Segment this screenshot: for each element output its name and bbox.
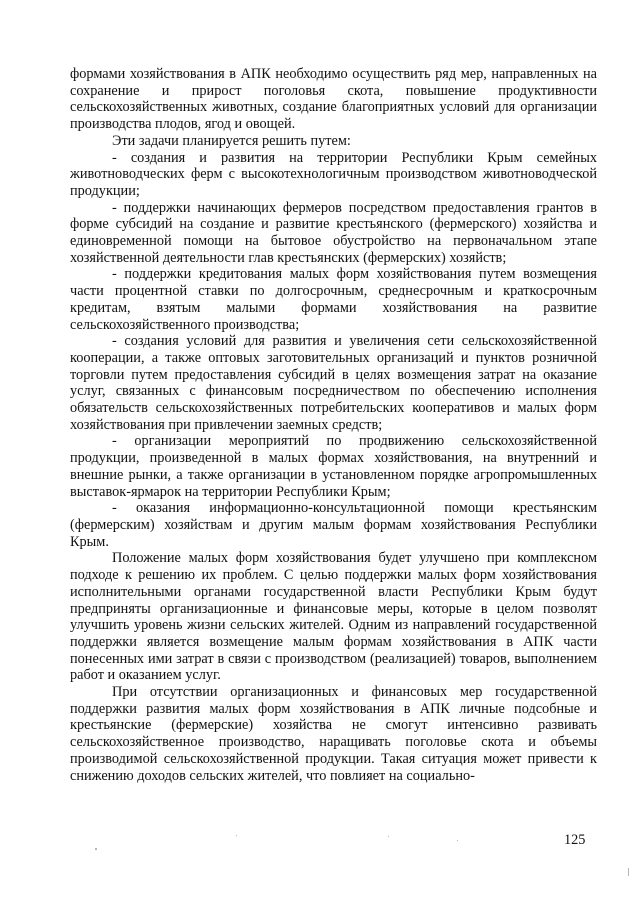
list-item-grants: - поддержки начинающих фермеров посредством предоставления грантов в форме субсидий на создание и развитие крестьянского (фермерского) хозяйства и единовременной помощи на бытовое обустройство на первоначальном этапе хозяйственной деятельности глав крестьянских (фермерских) хозяйств; bbox=[70, 199, 597, 266]
scan-artifact bbox=[628, 868, 629, 876]
paragraph-absence: При отсутствии организационных и финансовых мер государственной поддержки развития малых форм хозяйствования в АПК личные подсобные и крестьянские (фермерские) хозяйства не смогут интенсивно развивать сельскохозяйственное производство, наращивать поголовье скота и объемы производимой сельскохозяйственной продукции. Такая ситуация может привести к снижению доходов сельских жителей, что повлияет на социально- bbox=[70, 684, 597, 784]
list-item-credit-support: - поддержки кредитования малых форм хозяйствования путем возмещения части процентной ставки по долгосрочным, среднесрочным и краткосрочным кредитам, взятым малыми формами хозяйствования на развитие сельскохозяйственного производства; bbox=[70, 266, 597, 333]
paragraph-continuation: формами хозяйствования в АПК необходимо осуществить ряд мер, направленных на сохранение и прирост поголовья скота, повышение продуктивности сельскохозяйственных животных, создание благоприятных условий для организации производства плодов, ягод и овощей. bbox=[70, 66, 597, 133]
list-item-consulting: - оказания информационно-консультационной помощи крестьянским (фермерским) хозяйствам и другим малым формам хозяйствования Республики Крым. bbox=[70, 500, 597, 550]
page-number: 125 bbox=[564, 832, 586, 848]
list-item-family-farms: - создания и развития на территории Республики Крым семейных животноводческих ферм с высокотехнологичным производством животноводческой продукции; bbox=[70, 149, 597, 199]
body-text bbox=[70, 66, 597, 784]
paragraph-tasks-intro: Эти задачи планируется решить путем: bbox=[112, 132, 351, 149]
scan-artifact bbox=[388, 836, 389, 837]
scan-artifact bbox=[236, 835, 237, 836]
scan-artifact bbox=[95, 848, 97, 850]
list-item-cooperation: - создания условий для развития и увеличения сети сельскохозяйственной кооперации, а также оптовых заготовительных организаций и пунктов розничной торговли путем предоставления субсидий в целях возмещения затрат на оказание услуг, связанных с финансовым посредничеством по обеспечению исполнения обязательств сельскохозяйственных потребительских кооперативов и малых форм хозяйствования при привлечении заемных средств; bbox=[70, 333, 597, 433]
scan-artifact bbox=[457, 840, 458, 841]
list-item-promotion: - организации мероприятий по продвижению сельскохозяйственной продукции, произведенной в малых формах хозяйствования, на внутренний и внешние рынки, а также организации в установленном порядке агропромышленных выставок-ярмарок на территории Республики Крым; bbox=[70, 433, 597, 500]
paragraph-position: Положение малых форм хозяйствования будет улучшено при комплексном подходе к решению их проблем. С целью поддержки малых форм хозяйствования исполнительными органами государственной власти Республики Крым будут предприняты организационные и финансовые меры, которые в целом позволят улучшить уровень жизни сельских жителей. Одним из направлений государственной поддержки является возмещение малым формам хозяйствования в АПК части понесенных ими затрат в связи с производством (реализацией) товаров, выполнением работ и оказанием услуг. bbox=[70, 550, 597, 684]
